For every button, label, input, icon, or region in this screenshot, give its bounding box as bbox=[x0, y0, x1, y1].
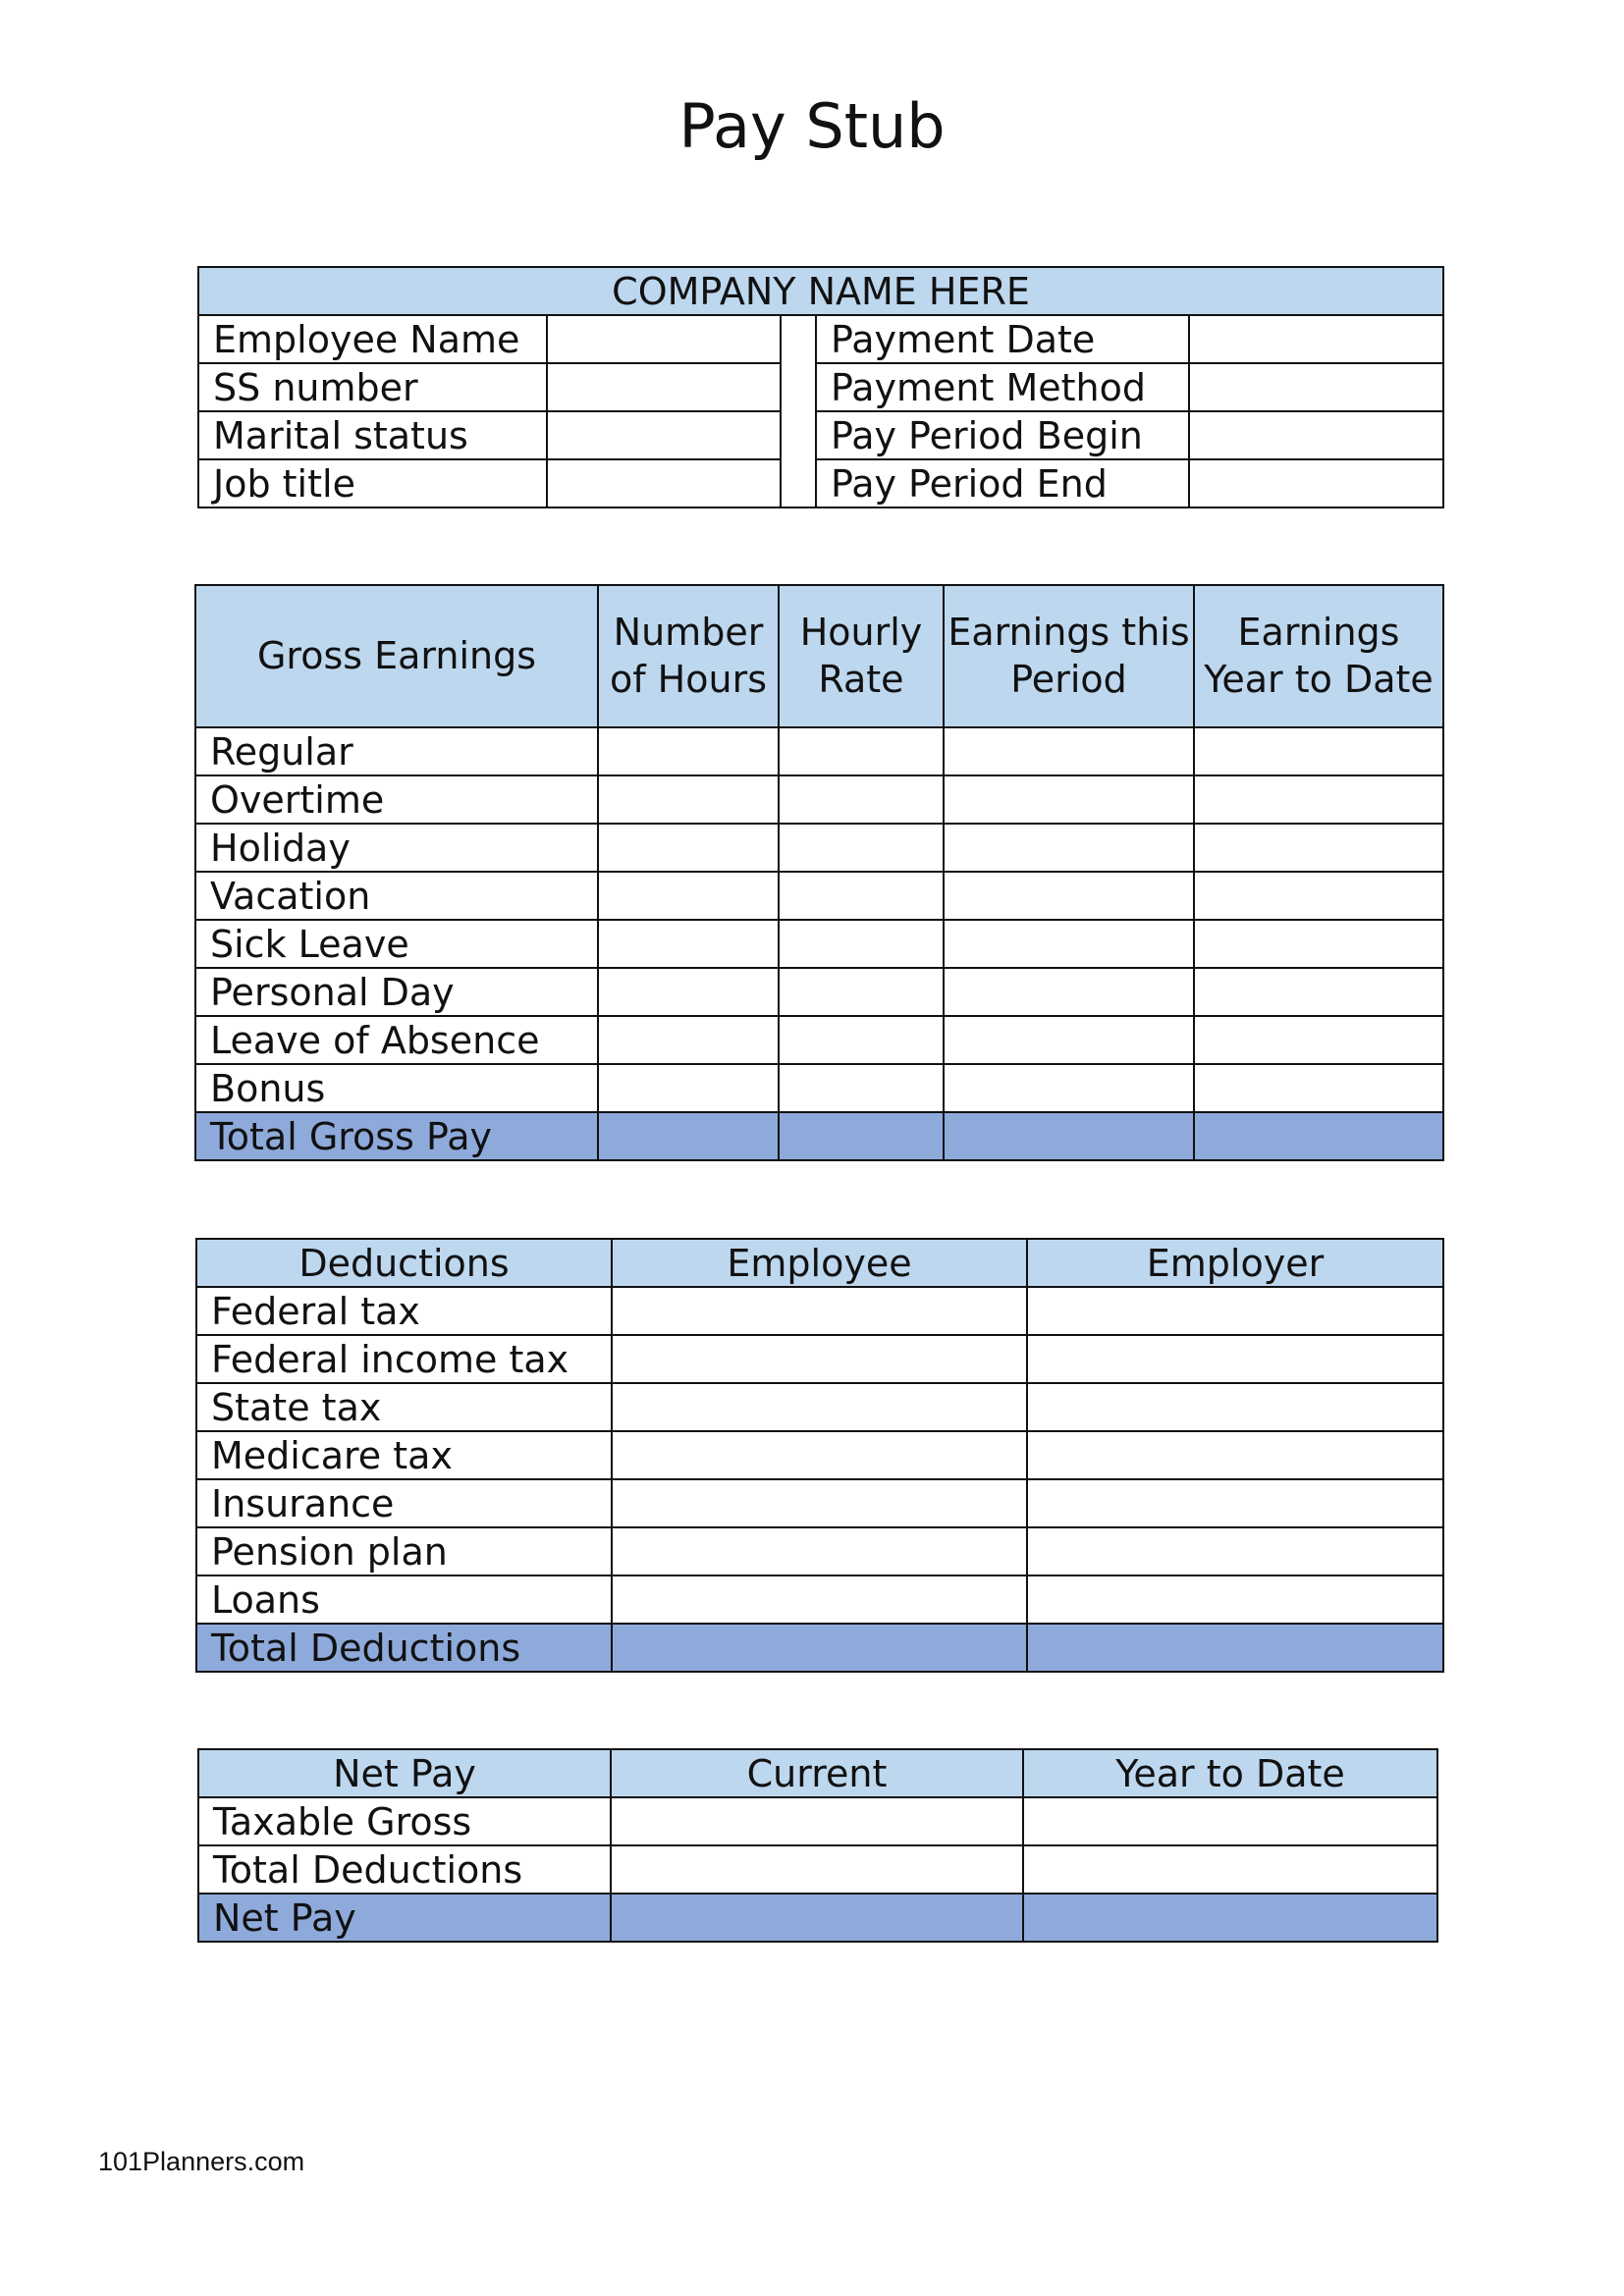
input-cell[interactable] bbox=[944, 968, 1194, 1016]
row-label: State tax bbox=[196, 1383, 612, 1431]
job-title-label: Job title bbox=[198, 459, 547, 507]
input-cell[interactable] bbox=[598, 872, 779, 920]
total-cell[interactable] bbox=[779, 1112, 944, 1160]
column-spacer bbox=[781, 315, 816, 507]
gross-earnings-table bbox=[194, 584, 1444, 1161]
employee-name-label: Employee Name bbox=[198, 315, 547, 363]
company-info-table bbox=[197, 266, 1444, 508]
total-gross-pay-label: Total Gross Pay bbox=[195, 1112, 598, 1160]
employee-name-field[interactable] bbox=[547, 315, 781, 363]
table-row bbox=[195, 872, 1443, 920]
input-cell[interactable] bbox=[598, 727, 779, 775]
table-row bbox=[195, 1016, 1443, 1064]
earnings-this-period-header: Earnings this Period bbox=[944, 585, 1194, 727]
table-row bbox=[196, 1335, 1443, 1383]
total-row bbox=[196, 1624, 1443, 1672]
input-cell[interactable] bbox=[598, 824, 779, 872]
input-cell[interactable] bbox=[598, 1064, 779, 1112]
deductions-table bbox=[195, 1238, 1444, 1673]
table-row bbox=[195, 1064, 1443, 1112]
input-cell[interactable] bbox=[1194, 1016, 1443, 1064]
employer-header: Employer bbox=[1027, 1239, 1443, 1287]
row-label: Pension plan bbox=[196, 1527, 612, 1575]
year-to-date-header: Year to Date bbox=[1023, 1749, 1437, 1797]
input-cell[interactable] bbox=[1194, 1064, 1443, 1112]
input-cell[interactable] bbox=[598, 775, 779, 824]
total-cell[interactable] bbox=[1023, 1894, 1437, 1942]
table-row bbox=[195, 968, 1443, 1016]
input-cell[interactable] bbox=[1023, 1797, 1437, 1845]
ss-number-field[interactable] bbox=[547, 363, 781, 411]
row-label: Leave of Absence bbox=[195, 1016, 598, 1064]
row-label: Total Deductions bbox=[198, 1845, 611, 1894]
table-row bbox=[195, 920, 1443, 968]
pay-period-begin-field[interactable] bbox=[1189, 411, 1443, 459]
table-row bbox=[196, 1287, 1443, 1335]
total-cell[interactable] bbox=[598, 1112, 779, 1160]
input-cell[interactable] bbox=[779, 920, 944, 968]
input-cell[interactable] bbox=[944, 824, 1194, 872]
input-cell[interactable] bbox=[1194, 824, 1443, 872]
input-cell[interactable] bbox=[598, 920, 779, 968]
net-pay-header: Net Pay bbox=[198, 1749, 611, 1797]
input-cell[interactable] bbox=[611, 1797, 1023, 1845]
table-row bbox=[196, 1575, 1443, 1624]
input-cell[interactable] bbox=[779, 872, 944, 920]
input-cell[interactable] bbox=[1023, 1845, 1437, 1894]
marital-status-label: Marital status bbox=[198, 411, 547, 459]
table-row bbox=[198, 1797, 1437, 1845]
row-label: Loans bbox=[196, 1575, 612, 1624]
page-title: Pay Stub bbox=[678, 90, 946, 162]
current-header: Current bbox=[611, 1749, 1023, 1797]
input-cell[interactable] bbox=[1027, 1431, 1443, 1479]
number-of-hours-header: Number of Hours bbox=[598, 585, 779, 727]
table-row bbox=[196, 1479, 1443, 1527]
row-label: Regular bbox=[195, 727, 598, 775]
input-cell[interactable] bbox=[612, 1383, 1027, 1431]
table-row bbox=[198, 1845, 1437, 1894]
input-cell[interactable] bbox=[1194, 968, 1443, 1016]
input-cell[interactable] bbox=[1194, 872, 1443, 920]
input-cell[interactable] bbox=[612, 1431, 1027, 1479]
table-row bbox=[195, 824, 1443, 872]
input-cell[interactable] bbox=[779, 727, 944, 775]
total-cell[interactable] bbox=[1027, 1624, 1443, 1672]
input-cell[interactable] bbox=[1027, 1479, 1443, 1527]
ss-number-label: SS number bbox=[198, 363, 547, 411]
pay-period-begin-label: Pay Period Begin bbox=[816, 411, 1189, 459]
input-cell[interactable] bbox=[612, 1527, 1027, 1575]
row-label: Overtime bbox=[195, 775, 598, 824]
total-deductions-label: Total Deductions bbox=[196, 1624, 612, 1672]
total-cell[interactable] bbox=[612, 1624, 1027, 1672]
earnings-year-to-date-header: Earnings Year to Date bbox=[1194, 585, 1443, 727]
row-label: Federal tax bbox=[196, 1287, 612, 1335]
total-row bbox=[195, 1112, 1443, 1160]
input-cell[interactable] bbox=[1194, 920, 1443, 968]
input-cell[interactable] bbox=[1194, 727, 1443, 775]
input-cell[interactable] bbox=[1027, 1287, 1443, 1335]
payment-date-field[interactable] bbox=[1189, 315, 1443, 363]
input-cell[interactable] bbox=[1027, 1575, 1443, 1624]
hourly-rate-header: Hourly Rate bbox=[779, 585, 944, 727]
input-cell[interactable] bbox=[779, 775, 944, 824]
net-pay-total-label: Net Pay bbox=[198, 1894, 611, 1942]
input-cell[interactable] bbox=[944, 1064, 1194, 1112]
input-cell[interactable] bbox=[598, 1016, 779, 1064]
input-cell[interactable] bbox=[612, 1479, 1027, 1527]
pay-period-end-label: Pay Period End bbox=[816, 459, 1189, 507]
deductions-header: Deductions bbox=[196, 1239, 612, 1287]
row-label: Medicare tax bbox=[196, 1431, 612, 1479]
input-cell[interactable] bbox=[1194, 775, 1443, 824]
table-row bbox=[196, 1527, 1443, 1575]
gross-earnings-header: Gross Earnings bbox=[195, 585, 598, 727]
input-cell[interactable] bbox=[779, 824, 944, 872]
payment-method-label: Payment Method bbox=[816, 363, 1189, 411]
row-label: Vacation bbox=[195, 872, 598, 920]
total-cell[interactable] bbox=[1194, 1112, 1443, 1160]
table-row bbox=[195, 775, 1443, 824]
table-row bbox=[196, 1383, 1443, 1431]
table-row bbox=[195, 727, 1443, 775]
input-cell[interactable] bbox=[612, 1287, 1027, 1335]
company-name: COMPANY NAME HERE bbox=[198, 267, 1443, 315]
row-label: Bonus bbox=[195, 1064, 598, 1112]
input-cell[interactable] bbox=[779, 968, 944, 1016]
input-cell[interactable] bbox=[611, 1845, 1023, 1894]
net-pay-table bbox=[197, 1748, 1438, 1943]
input-cell[interactable] bbox=[612, 1575, 1027, 1624]
input-cell[interactable] bbox=[944, 727, 1194, 775]
row-label: Federal income tax bbox=[196, 1335, 612, 1383]
marital-status-field[interactable] bbox=[547, 411, 781, 459]
payment-method-field[interactable] bbox=[1189, 363, 1443, 411]
input-cell[interactable] bbox=[779, 1016, 944, 1064]
input-cell[interactable] bbox=[598, 968, 779, 1016]
input-cell[interactable] bbox=[944, 872, 1194, 920]
job-title-field[interactable] bbox=[547, 459, 781, 507]
pay-period-end-field[interactable] bbox=[1189, 459, 1443, 507]
employee-header: Employee bbox=[612, 1239, 1027, 1287]
row-label: Insurance bbox=[196, 1479, 612, 1527]
input-cell[interactable] bbox=[612, 1335, 1027, 1383]
total-cell[interactable] bbox=[611, 1894, 1023, 1942]
payment-date-label: Payment Date bbox=[816, 315, 1189, 363]
input-cell[interactable] bbox=[1027, 1383, 1443, 1431]
input-cell[interactable] bbox=[944, 1016, 1194, 1064]
input-cell[interactable] bbox=[944, 775, 1194, 824]
input-cell[interactable] bbox=[779, 1064, 944, 1112]
footer-brand: 101Planners.com bbox=[98, 2147, 305, 2176]
total-cell[interactable] bbox=[944, 1112, 1194, 1160]
row-label: Taxable Gross bbox=[198, 1797, 611, 1845]
row-label: Sick Leave bbox=[195, 920, 598, 968]
table-row bbox=[196, 1431, 1443, 1479]
input-cell[interactable] bbox=[1027, 1527, 1443, 1575]
input-cell[interactable] bbox=[944, 920, 1194, 968]
row-label: Personal Day bbox=[195, 968, 598, 1016]
row-label: Holiday bbox=[195, 824, 598, 872]
input-cell[interactable] bbox=[1027, 1335, 1443, 1383]
total-row bbox=[198, 1894, 1437, 1942]
